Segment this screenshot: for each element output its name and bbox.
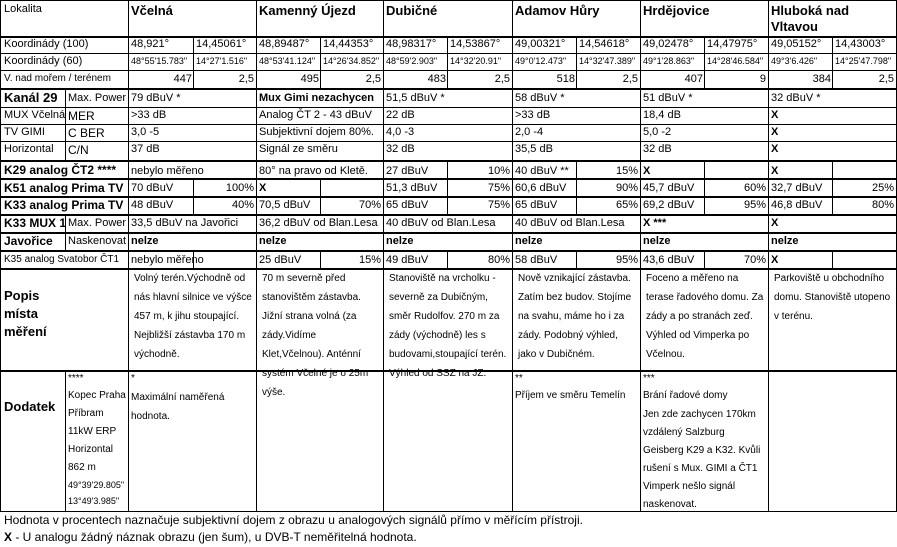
- k33mux-power: 40 dBuV od Blan.Lesa: [386, 217, 496, 229]
- k33mux-power: X: [771, 217, 779, 229]
- grid-line: [0, 0, 1, 512]
- k29-value: >33 dB: [131, 109, 167, 121]
- altitude-value: 407: [684, 73, 703, 85]
- footer-x-mark: X: [4, 530, 13, 544]
- altitude-value: 447: [173, 73, 192, 85]
- footer-note-2-text: - U analogu žádný náznak obrazu (jen šum), u DVB-T neměřitelná hodnota.: [12, 530, 417, 544]
- popis-text: 70 m severně před stanovištěm zástavba. Jižní strana volná (za zády.Vidíme Klet,Včelnou). Anténní systém Včelné je o 25m výše.: [262, 273, 369, 398]
- k33a-percent: 70%: [358, 199, 381, 211]
- k33mux-scan: nelze: [515, 235, 543, 247]
- coord60-value: 14°25'47.798": [835, 56, 892, 66]
- popis-label: místa: [4, 306, 38, 321]
- k51-value: 32,7 dBuV: [771, 182, 823, 194]
- k35-percent: 95%: [615, 254, 638, 266]
- grid-line: [0, 70, 897, 71]
- k29-value: 5,0 -2: [643, 126, 672, 138]
- coord100-value: 14,45061°: [196, 38, 247, 50]
- k51-percent: 100%: [225, 182, 254, 194]
- location-header: Hrdějovice: [643, 3, 710, 18]
- k33mux-scan: nelze: [131, 235, 159, 247]
- k29-title: Kanál 29: [4, 90, 58, 105]
- dodatek-stars: ****: [68, 373, 84, 384]
- dodatek-ref-line: Horizontal: [68, 444, 114, 455]
- k29ct2-value: nebylo měřeno: [131, 165, 204, 177]
- popis-label: Popis: [4, 288, 40, 303]
- k33mux-scan: nelze: [643, 235, 671, 247]
- k33a-value: 65 dBuV: [386, 199, 429, 211]
- k35-value: 25 dBuV: [259, 254, 302, 266]
- k35-percent: 15%: [358, 254, 381, 266]
- footer-note-1: Hodnota v procentech naznačuje subjektivní dojem z obrazu u analogových signálů přímo v měřícím přístroji.: [4, 513, 583, 527]
- location-header: Adamov Hůry: [515, 3, 600, 18]
- coords60-label: Koordinády (60): [4, 55, 83, 67]
- coord100-value: 49,05152°: [771, 38, 822, 50]
- coord60-value: 48°53'41.124": [259, 56, 316, 66]
- k29ct2-label: K29 analog ČT2 ****: [4, 163, 117, 177]
- k51-percent: 75%: [487, 182, 510, 194]
- k51-label: K51 analog Prima TV: [4, 181, 124, 195]
- k29-value: 2,0 -4: [515, 126, 544, 138]
- k29-value: 3,0 -5: [131, 126, 160, 138]
- k33a-percent: 65%: [615, 199, 638, 211]
- k33a-label: K33 analog Prima TV: [4, 198, 124, 212]
- coord100-value: 49,00321°: [515, 38, 566, 50]
- k33a-value: 65 dBuV: [515, 199, 558, 211]
- k33mux-scan: nelze: [771, 235, 799, 247]
- dodatek-ref-line: 13°49'3.985": [68, 496, 120, 506]
- coord100-value: 14,47975°: [707, 38, 758, 50]
- k51-percent: 60%: [743, 182, 766, 194]
- k29ct2-value: 27 dBuV: [386, 165, 429, 177]
- k29-value: Signál ze směru: [259, 143, 338, 155]
- altitude-value: 2,5: [622, 73, 638, 85]
- footer-note-2: [2, 529, 892, 546]
- k29ct2-value: 40 dBuV **: [515, 165, 569, 177]
- popis-text: Nově vznikající zástavba. Zatím bez budov. Stojíme na svahu, máme ho i za zády. Podobný výhled, jako v Dubičném.: [518, 273, 632, 360]
- coord60-value: 14°26'34.852": [323, 56, 380, 66]
- k29-value: 18,4 dB: [643, 109, 681, 121]
- altitude-value: 2,5: [238, 73, 254, 85]
- popis-text: Stanoviště na vrcholku - severně za Dubičným, směr Rudolfov. 270 m za zády (východně) les s budovami,stoupající terén. Výhled od SSZ na JZ.: [389, 273, 507, 379]
- k29-value: 22 dB: [386, 109, 415, 121]
- altitude-label: V. nad mořem / terénem: [4, 73, 111, 84]
- k29-value: 32 dBuV *: [771, 92, 821, 104]
- coord60-value: 48°55'15.783": [131, 56, 188, 66]
- coord60-value: 49°1'28.863": [643, 56, 695, 66]
- k29ct2-percent: 10%: [487, 165, 510, 177]
- coord100-value: 14,53867°: [450, 38, 501, 50]
- k29-value: Analog ČT 2 - 43 dBuV: [259, 109, 372, 121]
- k33a-value: 69,2 dBuV: [643, 199, 695, 211]
- k33mux-power: 33,5 dBuV na Javořici: [131, 217, 239, 229]
- k33a-percent: 40%: [231, 199, 254, 211]
- coord60-value: 14°27'1.516": [196, 56, 248, 66]
- k35-percent: 80%: [487, 254, 510, 266]
- popis-label: měření: [4, 324, 47, 339]
- k29-param: Max. Power: [68, 92, 127, 104]
- k29-tv-label: TV GIMI: [4, 126, 45, 138]
- location-header: Dubičné: [386, 3, 438, 18]
- k29ct2-value: X: [771, 165, 779, 177]
- k29-value: 35,5 dB: [515, 143, 553, 155]
- k29-value: 79 dBuV *: [131, 92, 181, 104]
- k29-value: X: [771, 126, 779, 138]
- altitude-value: 2,5: [878, 73, 894, 85]
- altitude-value: 2,5: [365, 73, 381, 85]
- k29-param: C BER: [68, 126, 105, 140]
- k51-value: 51,3 dBuV: [386, 182, 438, 194]
- dodatek-ref-line: Příbram: [68, 408, 104, 419]
- k33a-percent: 75%: [487, 199, 510, 211]
- dodatek-hr-note: Jen zde zachycen 170km vzdálený Salzburg Geisberg K29 a K32. Kvůli rušení s Mux. GIMI a ČT1 Vimperk nešlo signál naskenovat.: [643, 409, 761, 510]
- k29-value: 58 dBuV *: [515, 92, 565, 104]
- dodatek-ref-line: 862 m: [68, 462, 96, 473]
- coord100-value: 48,921°: [131, 38, 170, 50]
- k33mux-param: Max. Power: [68, 217, 127, 229]
- k33a-value: 70,5 dBuV: [259, 199, 311, 211]
- k33a-percent: 80%: [871, 199, 894, 211]
- dodatek-star2-text: Příjem ve směru Temelín: [515, 390, 626, 401]
- dodatek-star2: **: [515, 373, 523, 384]
- k33mux-scan: nelze: [259, 235, 287, 247]
- javorice-label: Javořice: [4, 234, 53, 248]
- k29-value: X: [771, 109, 779, 121]
- k33mux-power: 40 dBuV od Blan.Lesa: [515, 217, 625, 229]
- coords100-label: Koordinády (100): [4, 38, 89, 50]
- coord60-value: 14°32'20.91": [450, 56, 502, 66]
- altitude-value: 518: [556, 73, 575, 85]
- k35-value: 49 dBuV: [386, 254, 429, 266]
- coord100-value: 14,43003°: [835, 38, 886, 50]
- k29-value: 37 dB: [131, 143, 160, 155]
- dodatek-star1: *: [131, 373, 135, 384]
- k51-percent: 90%: [615, 182, 638, 194]
- coord100-value: 48,98317°: [386, 38, 437, 50]
- grid-line: [0, 250, 897, 252]
- coord60-value: 14°28'46.584": [707, 56, 764, 66]
- k35-value: X: [771, 254, 779, 266]
- coord60-value: 48°59'2.903": [386, 56, 438, 66]
- k35-percent: 70%: [743, 254, 766, 266]
- k51-value: 60,6 dBuV: [515, 182, 567, 194]
- popis-text: Parkoviště u obchodního domu. Stanoviště utopeno v terénu.: [774, 273, 891, 322]
- dodatek-ref-line: Kopec Praha: [68, 390, 126, 401]
- coord100-value: 48,89487°: [259, 38, 310, 50]
- k33mux-power: 36,2 dBuV od Blan.Lesa: [259, 217, 378, 229]
- location-header: Hluboká nad Vltavou: [771, 3, 850, 34]
- grid-line: [0, 0, 897, 1]
- grid-line: [0, 160, 897, 162]
- k29-value: Subjektivní dojem 80%.: [259, 126, 374, 138]
- k29-horiz-label: Horizontal: [4, 143, 54, 155]
- dodatek-ref-line: 49°39'29.805": [68, 480, 125, 490]
- k29ct2-value: X: [643, 165, 651, 177]
- location-header: Kamenný Újezd: [259, 3, 356, 18]
- k29-param: C/N: [68, 143, 89, 157]
- k33a-value: 46,8 dBuV: [771, 199, 823, 211]
- grid-line: [0, 88, 897, 90]
- popis-text: Volný terén.Východně od nás hlavní silnice ve výšce 457 m, k jihu stoupající. Nejbližší zástavba 170 m východně.: [134, 273, 252, 360]
- k35-value: 43,6 dBuV: [643, 254, 695, 266]
- k33mux-power: X ***: [643, 217, 667, 229]
- coord60-value: 49°0'12.473": [515, 56, 567, 66]
- altitude-value: 384: [812, 73, 831, 85]
- k29-value: 51 dBuV *: [643, 92, 693, 104]
- dodatek-label: Dodatek: [4, 399, 56, 414]
- k51-value: X: [259, 182, 267, 194]
- dodatek-star1-text: Maximální naměřená hodnota.: [131, 392, 225, 422]
- dodatek-ref-line: 11kW ERP: [68, 426, 117, 437]
- k29-value: 51,5 dBuV *: [386, 92, 445, 104]
- k29-param: MER: [68, 109, 95, 123]
- altitude-value: 483: [427, 73, 446, 85]
- popis-text: Foceno a měřeno na terase řadového domu. Za zády a po stranách zeď. Výhled od Vimperka po Včelnou.: [646, 273, 764, 360]
- k51-value: 70 dBuV: [131, 182, 174, 194]
- k29-value: 32 dB: [643, 143, 672, 155]
- k33mux-scan: nelze: [386, 235, 414, 247]
- k51-value: 45,7 dBuV: [643, 182, 695, 194]
- k29-value: Mux Gimi nezachycen: [259, 92, 374, 104]
- k29-value: 4,0 -3: [386, 126, 415, 138]
- k33a-value: 48 dBuV: [131, 199, 174, 211]
- k35-value: nebylo měřeno: [131, 254, 204, 266]
- dodatek-star3-text: Brání řadové domy: [643, 390, 728, 401]
- k35-value: 58 dBuV: [515, 254, 558, 266]
- lokalita-header: Lokalita: [4, 3, 42, 15]
- k29-mux-label: MUX Včelná: [4, 109, 66, 121]
- k29ct2-value: 80° na pravo od Kletě.: [259, 165, 368, 177]
- coord60-value: 49°3'6.426": [771, 56, 818, 66]
- k33mux-param: Naskenovat: [68, 235, 127, 247]
- k29-value: X: [771, 143, 779, 155]
- altitude-value: 495: [300, 73, 319, 85]
- k29-value: >33 dB: [515, 109, 551, 121]
- altitude-value: 9: [759, 73, 766, 85]
- altitude-value: 2,5: [494, 73, 510, 85]
- coord100-value: 14,54618°: [579, 38, 630, 50]
- k29-value: 32 dB: [386, 143, 415, 155]
- location-header: Včelná: [131, 3, 173, 18]
- k33a-percent: 95%: [743, 199, 766, 211]
- k29ct2-percent: 15%: [615, 165, 638, 177]
- coord100-value: 49,02478°: [643, 38, 694, 50]
- k35-label: K35 analog Svatobor ČT1: [4, 254, 120, 265]
- k33mux-label: K33 MUX 1: [4, 216, 67, 230]
- k51-percent: 25%: [871, 182, 894, 194]
- coord60-value: 14°32'47.389": [579, 56, 636, 66]
- dodatek-star3: ***: [643, 373, 655, 384]
- grid-line: [0, 53, 897, 54]
- coord100-value: 14,44353°: [323, 38, 374, 50]
